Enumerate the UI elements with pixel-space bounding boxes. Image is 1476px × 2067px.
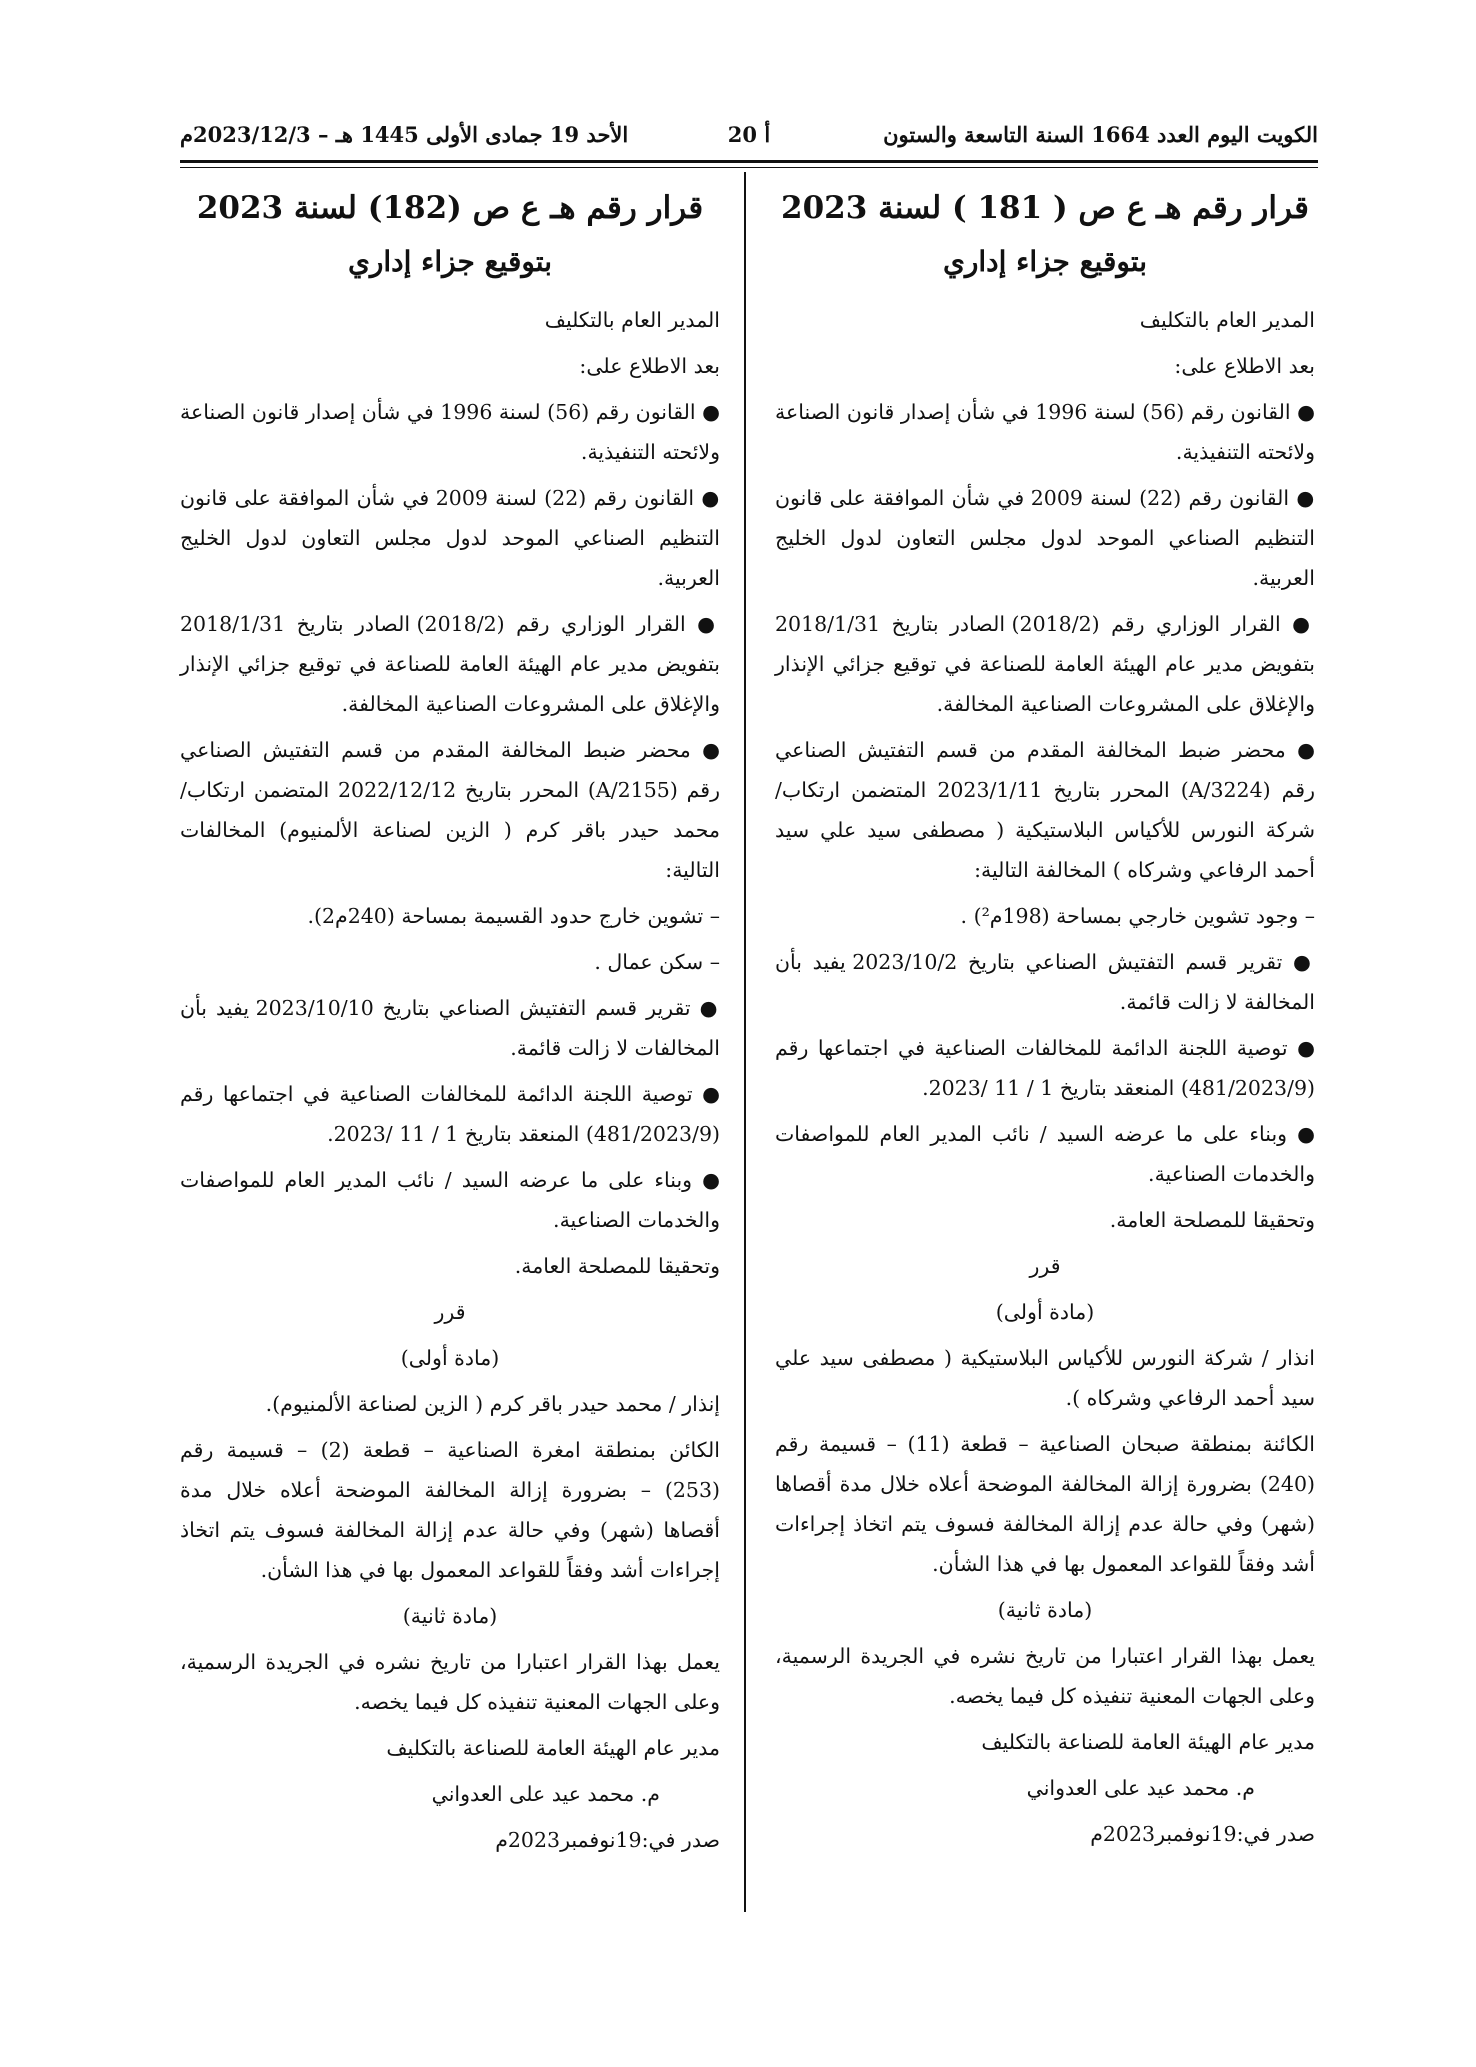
recital-deputy-proposal: ● وبناء على ما عرضه السيد / نائب المدير العام للمواصفات والخدمات الصناعية. — [775, 1122, 1315, 1186]
header-page-number: أ 20 — [727, 122, 771, 147]
recital-public-interest: وتحقيقا للمصلحة العامة. — [514, 1254, 720, 1278]
page-header — [180, 122, 1318, 158]
recital-ministerial-decision: ● القرار الوزاري رقم (2018/2) الصادر بتاريخ 2018/1/31 بتفويض مدير عام الهيئة العامة للصناعة في توقيع جزائي الإنذار والإغلاق على المشروعات الصناعية المخالفة. — [180, 612, 720, 716]
article-1-heading: (مادة أولى) — [995, 1300, 1095, 1324]
header-date: الأحد 19 جمادى الأولى 1445 هـ – 2023/12/3م — [180, 122, 629, 147]
article-2-text: يعمل بهذا القرار اعتبارا من تاريخ نشره في الجريدة الرسمية، وعلى الجهات المعنية تنفيذه كل فيما يخصه. — [775, 1644, 1315, 1708]
recital-committee-recommendation: ● توصية اللجنة الدائمة للمخالفات الصناعية في اجتماعها رقم (481/2023/9) المنعقد بتاريخ 1 / 11 /2023. — [775, 1036, 1315, 1100]
recital-law-56: ● القانون رقم (56) لسنة 1996 في شأن إصدار قانون الصناعة ولائحته التنفيذية. — [180, 400, 720, 464]
violation-item: – وجود تشوين خارجي بمساحة (198م²) . — [960, 904, 1315, 928]
recital-violation-report: ● محضر ضبط المخالفة المقدم من قسم التفتيش الصناعي رقم (A/3224) المحرر بتاريخ 2023/1/11 المتضمن ارتكاب/ شركة النورس للأكياس البلاستيكية ( مصطفى سيد علي سيد أحمد الرفاعي وشركاه ) المخالفة التالية: — [775, 738, 1316, 882]
article-2-heading: (مادة ثانية) — [997, 1598, 1093, 1622]
preamble: بعد الاطلاع على: — [1174, 354, 1315, 378]
header-issue: الكويت اليوم العدد 1664 السنة التاسعة والستون — [883, 122, 1318, 147]
decision-182-title: قرار رقم هـ ع ص (182) لسنة 2023 — [196, 190, 704, 226]
decided-heading: قرر — [434, 1300, 466, 1324]
issuer: المدير العام بالتكليف — [1139, 308, 1315, 332]
signatory-title: مدير عام الهيئة العامة للصناعة بالتكليف — [981, 1730, 1315, 1754]
issuer: المدير العام بالتكليف — [544, 308, 720, 332]
article-1-warning: إنذار / محمد حيدر باقر كرم ( الزين لصناعة الألمنيوم). — [265, 1392, 720, 1416]
signatory-name: م. محمد عيد على العدواني — [431, 1782, 660, 1806]
article-1-warning: انذار / شركة النورس للأكياس البلاستيكية ( مصطفى سيد علي سيد أحمد الرفاعي وشركاه ). — [775, 1346, 1315, 1410]
article-2-heading: (مادة ثانية) — [402, 1604, 498, 1628]
recital-violation-report: ● محضر ضبط المخالفة المقدم من قسم التفتيش الصناعي رقم (A/2155) المحرر بتاريخ 2022/12/12 المتضمن ارتكاب/ محمد حيدر باقر كرم ( الزين لصناعة الألمنيوم) المخالفات التالية: — [180, 738, 721, 882]
recital-inspection-report: ● تقرير قسم التفتيش الصناعي بتاريخ 2023/10/10 يفيد بأن المخالفات لا زالت قائمة. — [180, 996, 720, 1060]
recital-committee-recommendation: ● توصية اللجنة الدائمة للمخالفات الصناعية في اجتماعها رقم (481/2023/9) المنعقد بتاريخ 1 / 11 /2023. — [180, 1082, 720, 1146]
decision-181-title: قرار رقم هـ ع ص ( 181 ) لسنة 2023 — [781, 190, 1309, 226]
column-divider — [744, 172, 746, 1912]
decision-181-subtitle: بتوقيع جزاء إداري — [942, 245, 1148, 278]
decision-181-column — [775, 180, 1315, 1860]
article-1-heading: (مادة أولى) — [400, 1346, 500, 1370]
decision-182-column — [180, 180, 720, 1866]
recital-ministerial-decision: ● القرار الوزاري رقم (2018/2) الصادر بتاريخ 2018/1/31 بتفويض مدير عام الهيئة العامة للصناعة في توقيع جزائي الإنذار والإغلاق على المشروعات الصناعية المخالفة. — [775, 612, 1315, 716]
recital-public-interest: وتحقيقا للمصلحة العامة. — [1109, 1208, 1315, 1232]
issue-date: صدر في:19نوفمبر2023م — [495, 1828, 720, 1852]
decision-182-subtitle: بتوقيع جزاء إداري — [347, 245, 553, 278]
violation-item: – سكن عمال . — [594, 950, 720, 974]
violation-item: – تشوين خارج حدود القسيمة بمساحة (240م2). — [307, 904, 720, 928]
article-1-location: الكائن بمنطقة امغرة الصناعية – قطعة (2) – قسيمة رقم (253) – بضرورة إزالة المخالفة الموضحة أعلاه خلال مدة أقصاها (شهر) وفي حالة عدم إزالة المخالفة فسوف يتم اتخاذ إجراءات أشد وفقاً للقواعد المعمول بها في هذا الشأن. — [180, 1438, 720, 1582]
recital-deputy-proposal: ● وبناء على ما عرضه السيد / نائب المدير العام للمواصفات والخدمات الصناعية. — [180, 1168, 720, 1232]
decided-heading: قرر — [1029, 1254, 1061, 1278]
issue-date: صدر في:19نوفمبر2023م — [1090, 1822, 1315, 1846]
recital-law-22: ● القانون رقم (22) لسنة 2009 في شأن الموافقة على قانون التنظيم الصناعي الموحد لدول مجلس التعاون لدول الخليج العربية. — [775, 486, 1315, 590]
header-rule-thick — [180, 160, 1318, 163]
preamble: بعد الاطلاع على: — [579, 354, 720, 378]
header-rule-thin — [180, 167, 1318, 168]
recital-law-56: ● القانون رقم (56) لسنة 1996 في شأن إصدار قانون الصناعة ولائحته التنفيذية. — [775, 400, 1315, 464]
recital-inspection-report: ● تقرير قسم التفتيش الصناعي بتاريخ 2023/10/2 يفيد بأن المخالفة لا زالت قائمة. — [775, 950, 1315, 1014]
signatory-name: م. محمد عيد على العدواني — [1026, 1776, 1255, 1800]
recital-law-22: ● القانون رقم (22) لسنة 2009 في شأن الموافقة على قانون التنظيم الصناعي الموحد لدول مجلس التعاون لدول الخليج العربية. — [180, 486, 720, 590]
signatory-title: مدير عام الهيئة العامة للصناعة بالتكليف — [386, 1736, 720, 1760]
article-1-location: الكائنة بمنطقة صبحان الصناعية – قطعة (11) – قسيمة رقم (240) بضرورة إزالة المخالفة الموضحة أعلاه خلال مدة أقصاها (شهر) وفي حالة عدم إزالة المخالفة فسوف يتم اتخاذ إجراءات أشد وفقاً للقواعد المعمول بها في هذا الشأن. — [775, 1432, 1315, 1576]
article-2-text: يعمل بهذا القرار اعتبارا من تاريخ نشره في الجريدة الرسمية، وعلى الجهات المعنية تنفيذه كل فيما يخصه. — [180, 1650, 720, 1714]
